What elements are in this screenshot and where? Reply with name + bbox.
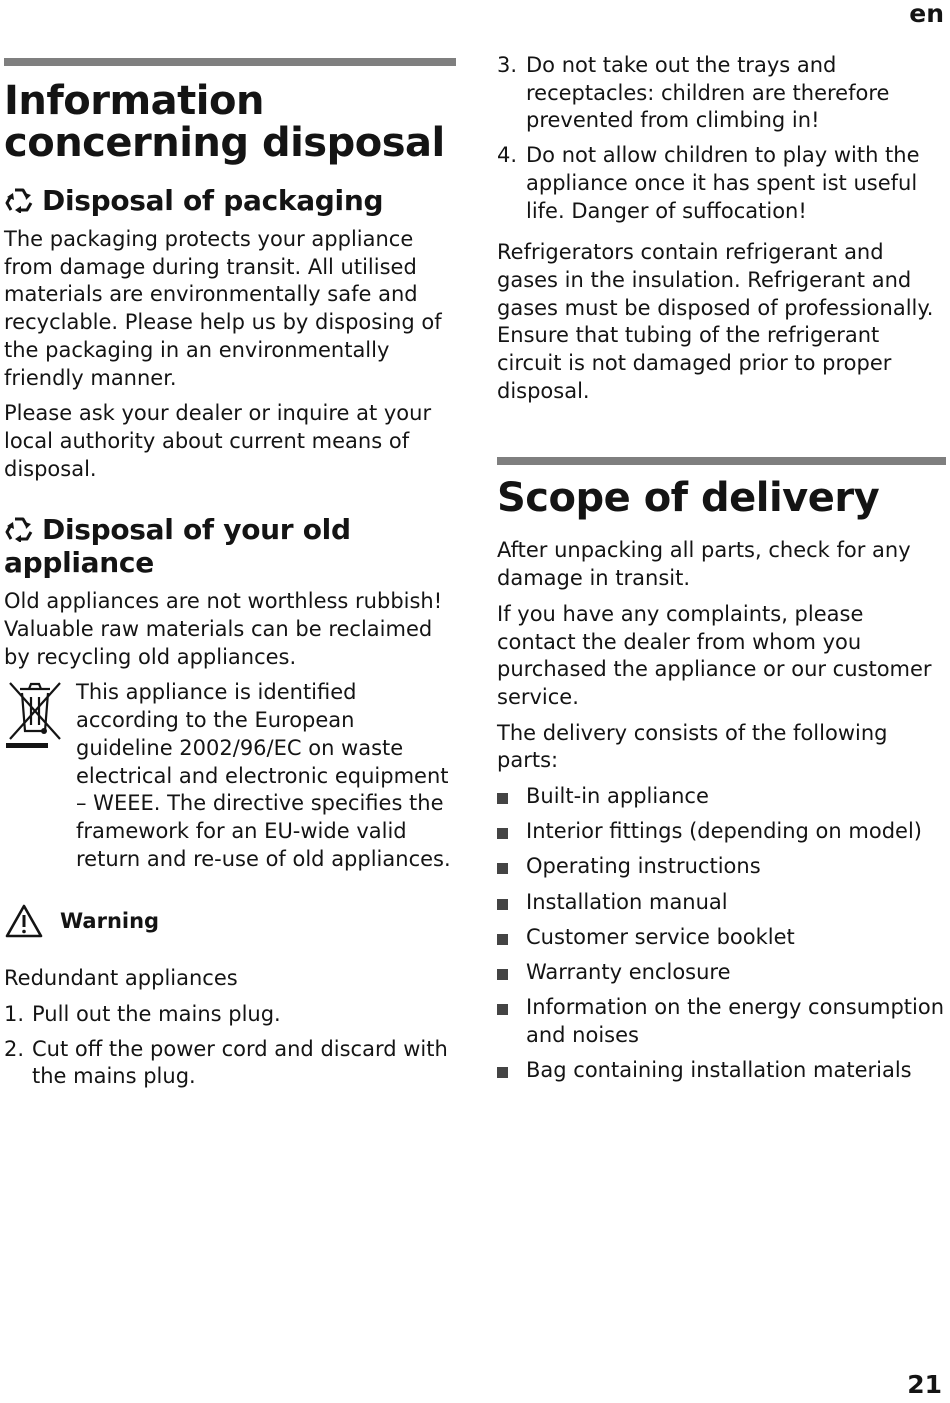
weee-notice (4, 679, 456, 873)
step-text: Pull out the mains plug. (32, 1002, 281, 1027)
list-item (497, 142, 946, 225)
old-appliance-heading-text: Disposal of your old appliance (4, 513, 351, 580)
weee-text: This appliance is identified according to the European guideline 2002/96/EC on waste electrical and electronic equipment – WEEE. The directive specifies the framework for an EU-wide valid return and re-use of old appliances. (76, 680, 451, 871)
delivery-item: Information on the energy consumption and noises (526, 995, 945, 1047)
disposal-title: Information concerning disposal (4, 78, 445, 166)
right-column (497, 52, 946, 1092)
crossed-out-bin-icon (4, 679, 66, 751)
list-item (497, 959, 946, 987)
step-text: Do not allow children to play with the appliance once it has spent ist useful life. Danger of suffocation! (526, 143, 920, 223)
warning-block (4, 903, 456, 939)
warning-label: Warning (60, 909, 160, 934)
disposal-steps-left (4, 1001, 456, 1091)
section-rule (4, 58, 456, 66)
bullet-square-icon (497, 934, 508, 945)
recycle-icon (4, 516, 34, 542)
step-text: Cut off the power cord and discard with the mains plug. (32, 1036, 448, 1089)
scope-title: Scope of delivery (497, 475, 880, 522)
list-item (497, 52, 946, 135)
delivery-item: Interior fittings (depending on model) (526, 819, 922, 844)
list-item (497, 924, 946, 952)
left-column (4, 58, 456, 1099)
packaging-heading (4, 184, 456, 217)
packaging-paragraph-1: The packaging protects your appliance from damage during transit. All utilised materials are environmentally safe and recyclable. Please help us by disposing of the packaging in an environmentally friendly manner. (4, 227, 442, 390)
list-item (497, 853, 946, 881)
bullet-square-icon (497, 969, 508, 980)
bullet-square-icon (497, 863, 508, 874)
bullet-square-icon (497, 793, 508, 804)
delivery-item: Warranty enclosure (526, 960, 731, 985)
packaging-paragraph-2: Please ask your dealer or inquire at your local authority about current means of disposal. (4, 401, 432, 481)
bullet-square-icon (497, 1004, 508, 1015)
language-code: en (909, 0, 944, 28)
list-item (497, 783, 946, 811)
scope-paragraph-2: If you have any complaints, please contact the dealer from whom you purchased the appliance or our customer service. (497, 601, 932, 709)
delivery-item: Installation manual (526, 889, 728, 914)
refrigerant-paragraph: Refrigerators contain refrigerant and gases in the insulation. Refrigerant and gases must be disposed of professionally. Ensure that tubing of the refrigerant circuit is not damaged prior to proper disposal. (497, 240, 934, 403)
disposal-steps-right (497, 52, 946, 225)
delivery-item: Bag containing installation materials (526, 1058, 912, 1083)
list-item (497, 889, 946, 917)
list-item (497, 818, 946, 846)
packaging-heading-text: Disposal of packaging (42, 184, 384, 217)
step-number: 2. (4, 1036, 25, 1061)
old-appliance-paragraph: Old appliances are not worthless rubbish! Valuable raw materials can be reclaimed by recycling old appliances. (4, 589, 443, 669)
delivery-item: Operating instructions (526, 854, 761, 879)
list-item (497, 1057, 946, 1085)
step-text: Do not take out the trays and receptacles: children are therefore prevented from climbing in! (526, 53, 890, 133)
scope-paragraph-3: The delivery consists of the following parts: (497, 720, 888, 773)
bullet-square-icon (497, 899, 508, 910)
delivery-item: Customer service booklet (526, 924, 795, 949)
list-item (4, 1001, 456, 1029)
delivery-items-list (497, 783, 946, 1085)
warning-intro: Redundant appliances (4, 966, 238, 991)
list-item (497, 994, 946, 1049)
bullet-square-icon (497, 828, 508, 839)
step-number: 1. (4, 1002, 25, 1027)
warning-triangle-icon (4, 903, 44, 939)
step-number: 4. (497, 143, 518, 168)
bullet-square-icon (497, 1067, 508, 1078)
scope-paragraph-1: After unpacking all parts, check for any damage in transit. (497, 538, 911, 591)
section-rule (497, 457, 946, 465)
old-appliance-heading (4, 513, 456, 579)
list-item (4, 1036, 456, 1091)
page-number: 21 (907, 1370, 942, 1399)
recycle-icon (4, 187, 34, 213)
delivery-item: Built-in appliance (526, 784, 709, 809)
step-number: 3. (497, 53, 518, 77)
